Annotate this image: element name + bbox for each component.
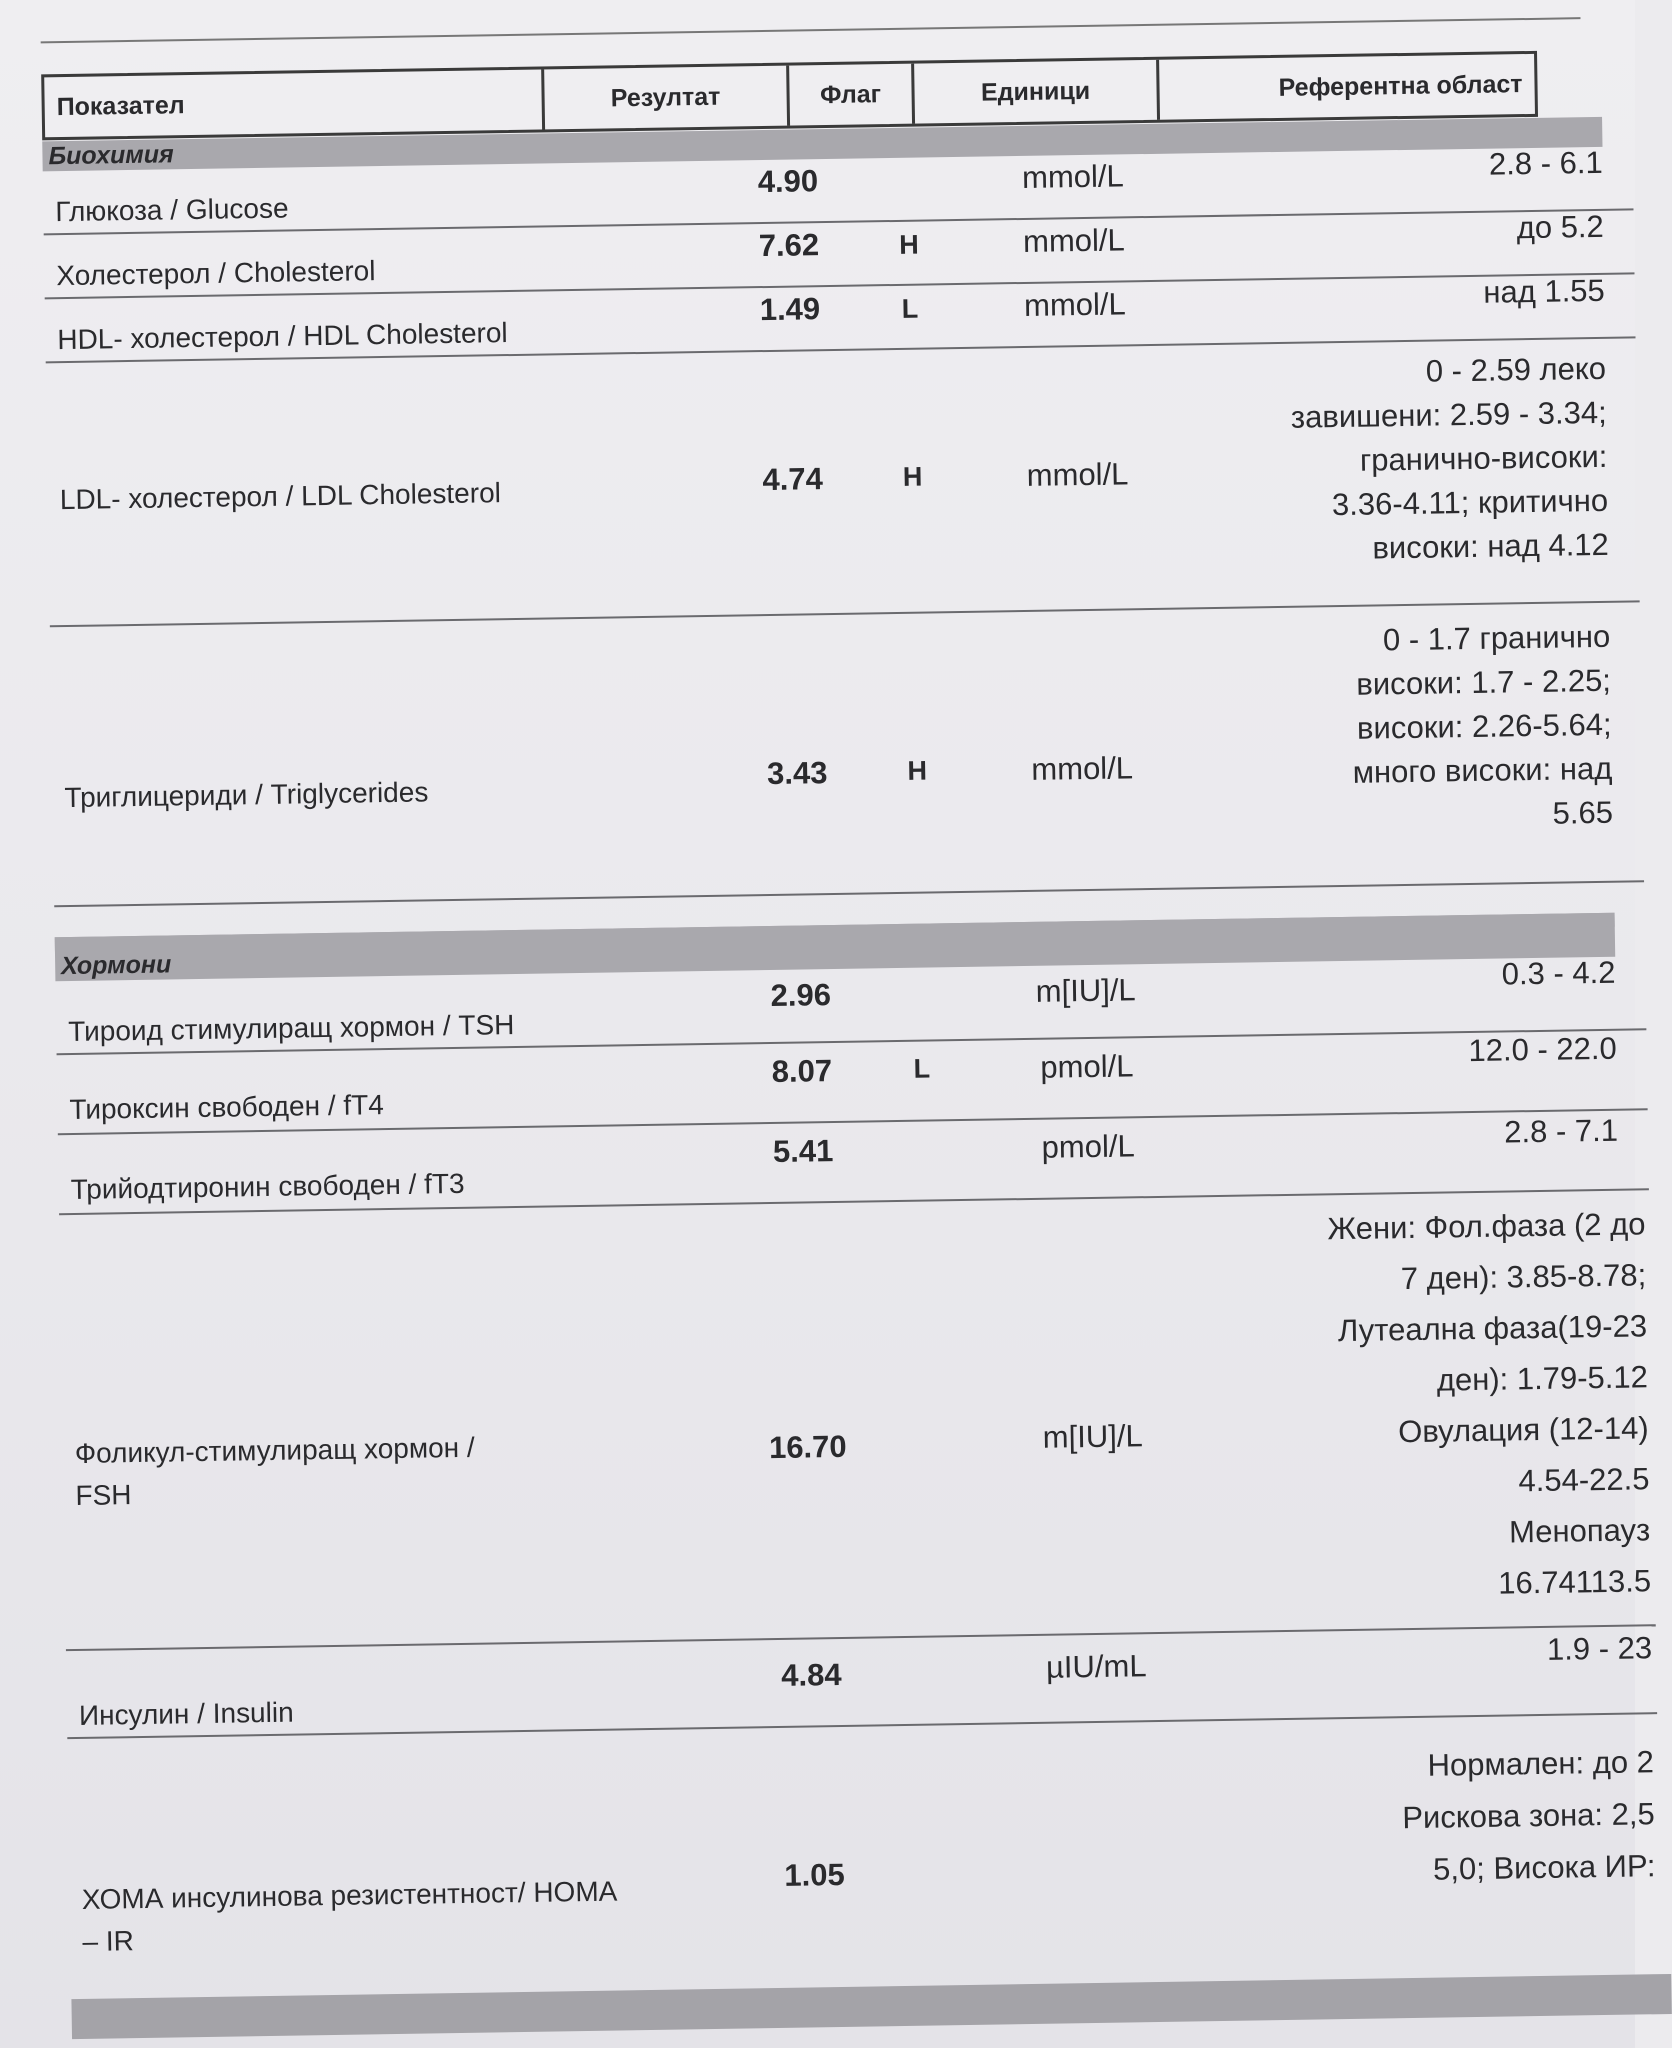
test-name: Трийодтиронин свободен / fT3 (70, 1167, 465, 1206)
table-row (67, 1714, 1661, 1979)
test-flag: L (901, 293, 919, 324)
test-unit: m[IU]/L (1035, 972, 1136, 1009)
test-unit: mmol/L (1031, 750, 1134, 787)
test-result: 1.49 (759, 291, 821, 328)
test-name: Холестерол / Cholesterol (56, 255, 376, 292)
header-name: Показател (44, 69, 545, 137)
test-flag: L (913, 1053, 931, 1084)
test-result: 1.05 (784, 1856, 845, 1893)
section-biochemistry: Биохимия (42, 117, 1602, 171)
test-reference: 12.0 - 22.0 (1468, 1030, 1617, 1069)
test-result: 16.70 (768, 1428, 847, 1466)
header-reference: Референтна област (1278, 69, 1523, 102)
test-reference: 1.9 - 23 (1546, 1630, 1653, 1667)
test-result: 3.43 (766, 755, 828, 792)
test-result: 5.41 (772, 1133, 834, 1169)
top-divider (41, 17, 1581, 43)
header-flag: Флаг (789, 64, 915, 126)
test-reference: 0.3 - 4.2 (1501, 954, 1616, 992)
test-result: 4.74 (762, 461, 824, 498)
table-row (46, 338, 1640, 627)
test-unit: mmol/L (1026, 456, 1129, 493)
test-reference: 0 - 1.7 гранично високи: 1.7 - 2.25; високи: 2.26-5.64; много високи: над 5.65 (1352, 618, 1614, 831)
test-name: ХОМА инсулинова резистентност/ HOMA – IR (81, 1875, 618, 1957)
test-reference: 0 - 2.59 леко завишени: 2.59 - 3.34; гранично-високи: 3.36-4.11; критично високи: над 4.12 (1290, 350, 1610, 566)
test-flag: H (898, 229, 919, 260)
test-reference: 2.8 - 7.1 (1503, 1112, 1619, 1150)
test-name: Тироксин свободен / fT4 (69, 1089, 385, 1126)
test-name: Инсулин / Insulin (78, 1696, 294, 1731)
test-unit: pmol/L (1041, 1128, 1135, 1165)
test-reference: 2.8 - 6.1 (1488, 144, 1604, 182)
test-unit: mmol/L (1023, 286, 1126, 323)
test-unit: m[IU]/L (1042, 1418, 1143, 1455)
test-name: Тироид стимулиращ хормон / TSH (67, 1009, 515, 1048)
test-reference: над 1.55 (1483, 272, 1606, 310)
test-flag: H (902, 461, 923, 492)
header-units: Единици (914, 60, 1160, 124)
test-unit: pmol/L (1040, 1048, 1134, 1085)
test-name: Триглицериди / Triglycerides (64, 776, 429, 814)
test-name: HDL- холестерол / HDL Cholesterol (57, 317, 508, 356)
section-hormones: Хормони (55, 913, 1615, 981)
table-row (59, 1190, 1656, 1651)
test-result: 7.62 (758, 227, 820, 264)
test-result: 4.84 (780, 1656, 842, 1693)
bottom-section-bar (71, 1974, 1671, 2039)
header-result: Резултат (544, 66, 790, 130)
test-name: Глюкоза / Glucose (55, 192, 289, 228)
test-unit: mmol/L (1022, 222, 1125, 259)
test-result: 8.07 (771, 1053, 833, 1090)
test-reference: Нормален: до 2 Рискова зона: 2,5 5,0; Висока ИР: (1402, 1744, 1656, 1887)
test-flag: H (907, 755, 928, 786)
test-reference: до 5.2 (1516, 208, 1605, 246)
test-unit: µIU/mL (1045, 1648, 1147, 1685)
test-reference: Жени: Фол.фаза (2 до 7 ден): 3.85-8.78; Лутеална фаза(19-23 ден): 1.79-5.12 Овулация (12-14) 4.54-22.5 Менопауз 16.74113.5 (1327, 1206, 1652, 1601)
test-name: LDL- холестерол / LDL Cholesterol (59, 477, 502, 516)
test-result: 4.90 (757, 163, 819, 200)
table-row (50, 602, 1644, 907)
test-result: 2.96 (770, 977, 832, 1014)
test-name: Фоликул-стимулиращ хормон / FSH (74, 1431, 475, 1511)
test-unit: mmol/L (1021, 158, 1124, 195)
